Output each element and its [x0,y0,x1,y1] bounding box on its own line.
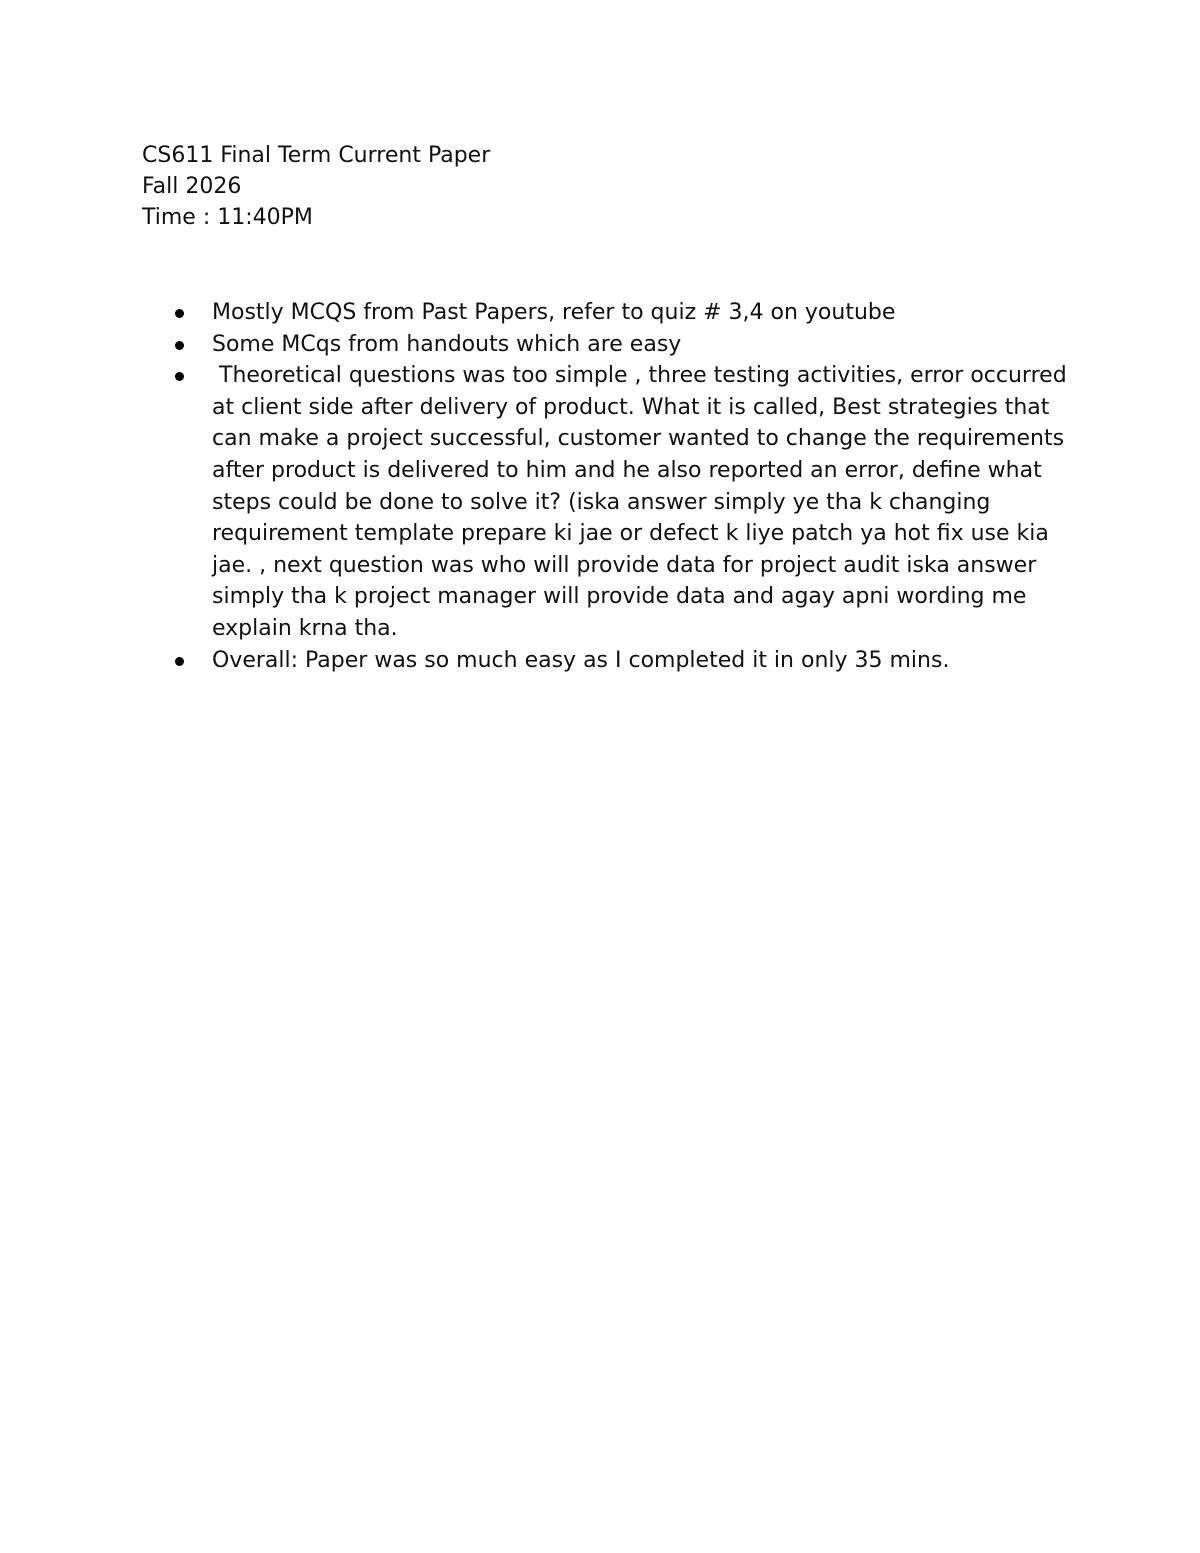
semester-line: Fall 2026 [142,174,242,199]
bullet-icon [175,341,184,350]
paper-title: CS611 Final Term Current Paper [142,143,491,168]
bullet-icon [175,372,184,381]
list-item-text: Overall: Paper was so much easy as I completed it in only 35 mins. [212,647,950,673]
list-item-text: Mostly MCQS from Past Papers, refer to quiz # 3,4 on youtube [212,300,896,325]
document-header [142,140,490,233]
list-item [212,297,1072,329]
list-item-text: Some MCqs from handouts which are easy [212,331,682,357]
list-item [212,329,1072,361]
list-item [212,360,1072,644]
bullet-icon [175,657,184,666]
list-item-text: Theoretical questions was too simple , three testing activities, error occurred at client side after delivery of product. What it is called, Best strategies that can make a project successful, customer wanted to change the requirements after product is delivered to him and he also reported an error, define what steps could be done to solve it? (iska answer simply ye tha k changing requirement template prepare ki jae or defect k liye patch ya hot fix use kia jae. , next question was who will provide data for project audit iska answer simply tha k project manager will provide data and agay apni wording me explain krna tha. [212,363,1074,641]
time-line: Time : 11:40PM [142,205,313,230]
bullet-icon [175,309,184,318]
notes-list [212,297,1072,676]
list-item [212,645,1072,677]
